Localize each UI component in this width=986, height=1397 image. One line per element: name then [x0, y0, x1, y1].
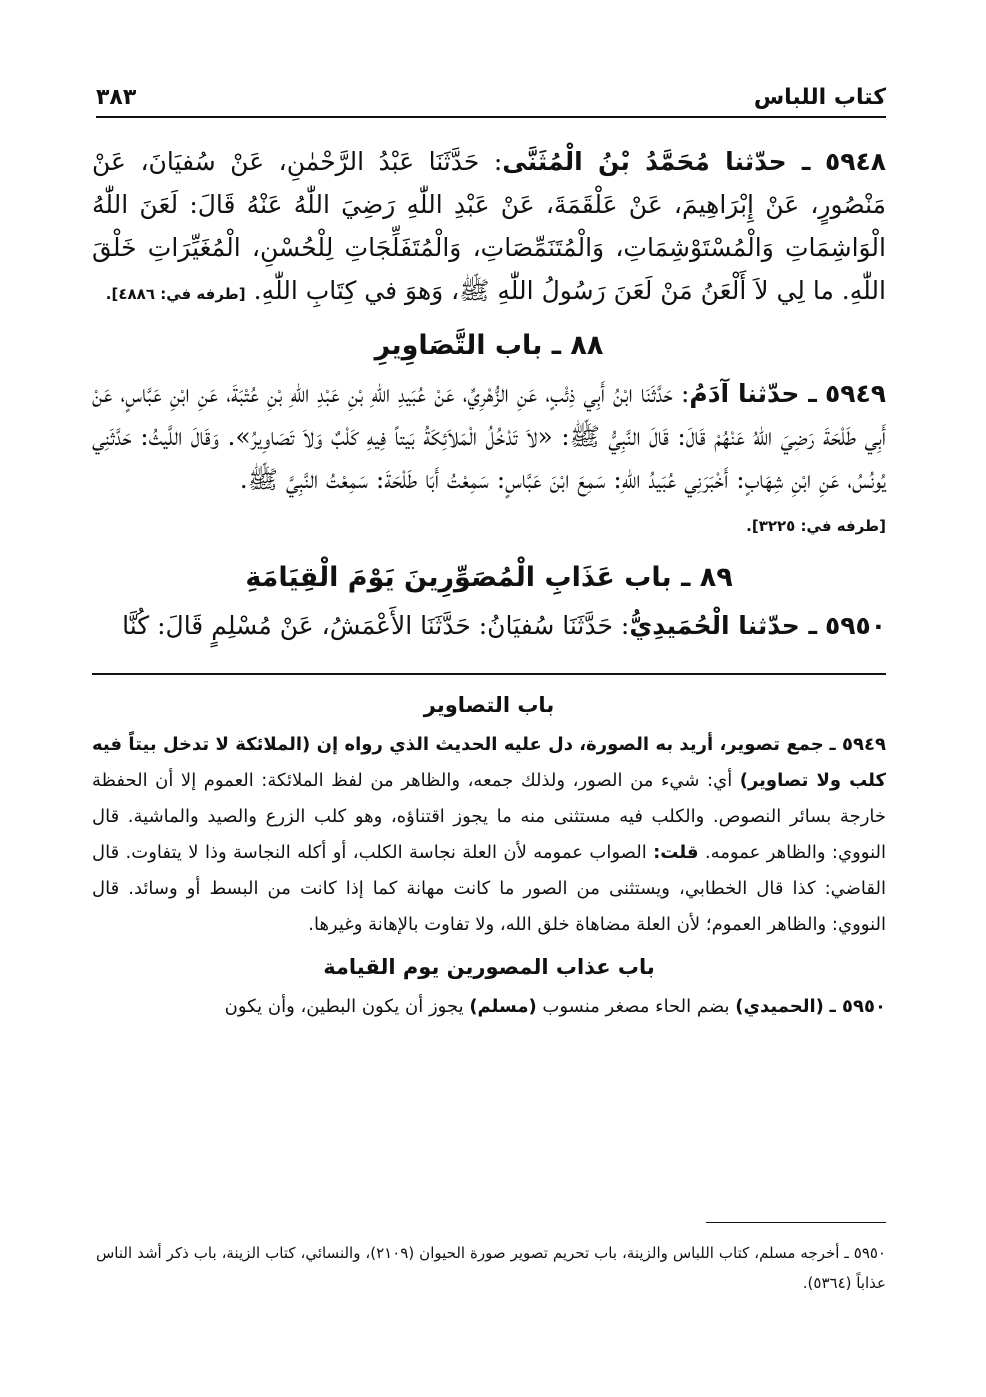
commentary-text: أي: شيء من الصور، ولذلك جمعه، والظاهر من لفظ الملائكة: العموم إلا أن الحفظة خارجة بسائر النصوص. والكلب فيه مستثنى منه ما يجوز اقتناؤه، وهو كلب الزرع والصيد والماشية. قال النووي: والظاهر عمومه.	[92, 770, 886, 863]
hadith-5948	[92, 140, 886, 316]
commentary-number: ٥٩٥٠ ـ	[829, 996, 886, 1017]
dash: ـ	[799, 611, 817, 640]
dash: ـ	[786, 147, 811, 176]
hadith-reference: [طرفه في: ٣٢٢٥].	[746, 517, 886, 535]
hadith-5949	[92, 372, 886, 548]
commentary-number: ٥٩٤٩ ـ	[829, 734, 886, 755]
commentary-text-2: الصواب عمومه لأن العلة نجاسة الكلب، أو أكله النجاسة وذا لا يتفاوت. قال القاضي: كذا قال الخطابي، ويستثنى من الصور ما كانت مهانة كما إذا كانت من البسط أو وسائد. قال النووي: والظاهر العموم؛ لأن العلة مضاهاة خلق الله، ولا تفاوت بالإهانة وغيرها.	[92, 842, 886, 935]
main-text	[92, 140, 886, 1037]
chapter-heading-88: ٨٨ ـ باب التَّصَاوِيرِ	[374, 330, 604, 361]
hadith-narrator: حدّثنا مُحَمَّدُ بْنُ الْمُثَنَّى	[502, 147, 787, 176]
hadith-text: : حَدَّثَنَا عَبْدُ الرَّحْمٰنِ، عَنْ سُفيَانَ، عَنْ مَنْصُورٍ، عَنْ إِبْرَاهِيمَ، عَنْ عَلْقَمَةَ، عَنْ عَبْدِ اللّٰهِ رَضِيَ اللّٰهُ عَنْهُ قَالَ: لَعَنَ اللّٰهُ الْوَاشِمَاتِ وَالْمُسْتَوْشِمَاتِ، وَالْمُتَنَمِّصَاتِ، وَالْمُتَفَلِّجَاتِ لِلْحُسْنِ، الْمُغَيِّرَاتِ خَلْقَ اللّٰهِ. ما لِي لاَ أَلْعَنُ مَنْ لَعَنَ رَسُولُ اللّٰهِ ﷺ، وَهوَ في كِتَابِ اللّٰهِ.	[92, 147, 886, 305]
footnote: ٥٩٥٠ ـ أخرجه مسلم، كتاب اللباس والزينة، باب تحريم تصوير صورة الحيوان (٢١٠٩)، والنسائي، كتاب الزينة، باب ذكر أشد الناس عذاباً (٥٣٦٤).	[96, 1244, 886, 1292]
hadith-text: : حَدَّثَنَا سُفيَانُ: حَدَّثَنَا الأَعْمَشُ، عَنْ مُسْلِمٍ قَالَ: كُنَّا	[122, 611, 630, 640]
commentary-heading-1: باب التصاوير	[423, 693, 555, 717]
commentary-paragraph-2	[92, 989, 886, 1025]
commentary-text-2: يجوز أن يكون البطين، وأن يكون	[224, 996, 470, 1017]
commentary-lemma-2: (مسلم)	[469, 996, 537, 1017]
commentary-lemma: جمع تصوير، أريد به الصورة، دل عليه الحديث الذي رواه إن (الملائكة لا تدخل بيتاً فيه كلب ولا تصاوير)	[92, 734, 886, 791]
page-number: ٣٨٣	[96, 85, 137, 110]
footnote-divider	[706, 1222, 886, 1223]
commentary-text: بضم الحاء مصغر منسوب	[536, 996, 736, 1017]
hadith-narrator: حدّثنا الْحُمَيدِيُّ	[629, 611, 800, 640]
hadith-text: : حَدَّثَنَا ابْنُ أَبِي ذِئْبٍ، عَنِ الزُّهْرِيِّ، عَنْ عُبَيدِ اللّٰهِ بْنِ عَبْدِ اللّٰهِ بْنِ عُتْبَةَ، عَنِ ابْنِ عَبَّاسٍ، عَنْ أَبِي طَلْحَةَ رَضِيَ اللّٰهُ عَنْهُمْ قَالَ: قَالَ النَّبِيُّ ﷺ: «لاَ تَدْخُلُ الْمَلاَئِكَةُ بَيتاً فِيهِ كَلْبٌ وَلاَ تَصَاوِيرُ». وَقَالَ اللَّيثُ: حَدَّثَنِي يُونُسُ، عَنِ ابْنِ شِهَابٍ: أَخْبَرَنِي عُبَيدُ اللّٰهِ: سَمِعَ ابْنَ عَبَّاسٍ: سَمِعْتُ أَبَا طَلْحَةَ: سَمِعْتُ النَّبِيَّ ﷺ.	[92, 379, 886, 494]
hadith-narrator: حدّثنا آدَمُ	[689, 379, 800, 408]
page-header	[96, 70, 886, 118]
dash: ـ	[799, 379, 817, 408]
commentary-paragraph-1	[92, 727, 886, 943]
hadith-number: ٥٩٤٨	[824, 147, 886, 176]
hadith-number: ٥٩٤٩	[824, 379, 886, 408]
commentary-lemma: (الحميدي)	[735, 996, 824, 1017]
hadith-reference: [طرفه في: ٤٨٨٦].	[105, 285, 246, 303]
commentary-heading-2: باب عذاب المصورين يوم القيامة	[323, 955, 655, 979]
commentary-qult: قلت:	[653, 842, 699, 863]
hadith-5950	[92, 604, 886, 647]
chapter-heading-89: ٨٩ ـ باب عَذَابِ الْمُصَوِّرِينَ يَوْمَ الْقِيَامَةِ	[245, 562, 733, 593]
hadith-number: ٥٩٥٠	[824, 611, 886, 640]
section-divider	[92, 673, 886, 675]
book-title: كتاب اللباس	[753, 85, 886, 110]
